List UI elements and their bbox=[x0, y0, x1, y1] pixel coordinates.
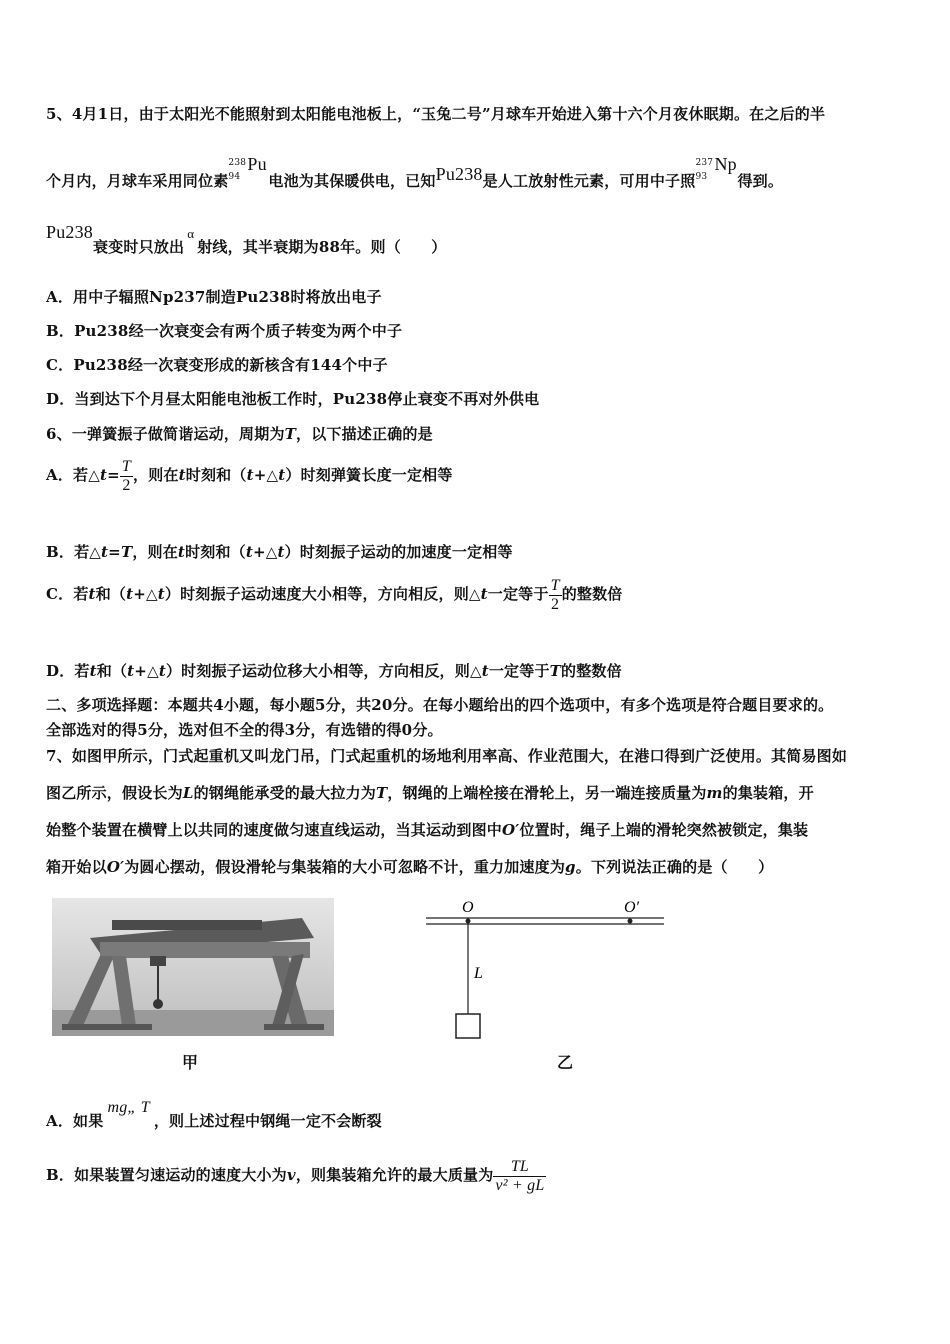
q5-option-a: A．用中子辐照Np237制造Pu238时将放出电子 bbox=[46, 288, 382, 306]
caption-yi: 乙 bbox=[557, 1053, 574, 1072]
q6-option-d: D．若t和（t+△t）时刻振子运动位移大小相等，方向相反，则△t一定等于T的整数倍 bbox=[46, 662, 622, 680]
q7-option-b: B．如果装置匀速运动的速度大小为v，则集装箱允许的最大质量为 $\frac{TL}{\text{v² + gL}}$ bbox=[46, 1158, 545, 1194]
q6-option-a: A．若△t= $\frac{T}{2}$ ，则在t时刻和（t+△t）时刻弹簧长度一定相等 bbox=[46, 458, 453, 494]
pu-isotope: 238 94 Pu bbox=[228, 154, 267, 182]
q6-stem: 6、一弹簧振子做简谐运动，周期为T，以下描述正确的是 bbox=[46, 425, 433, 443]
q5-line2: 个月内，月球车采用同位素 238 94 Pu 电池为其保暖供电，已知Pu238是人工放射性元素，可用中子照 237 93 Np 得到。 bbox=[46, 154, 784, 190]
label-l: L bbox=[474, 965, 483, 982]
q5-option-b: B．Pu238经一次衰变会有两个质子转变为两个中子 bbox=[46, 322, 403, 340]
section2-line2: 全部选对的得5分，选对但不全的得3分，有选错的得0分。 bbox=[46, 721, 443, 739]
q5-option-d: D．当到达下个月昼太阳能电池板工作时，Pu238停止衰变不再对外供电 bbox=[46, 390, 540, 408]
gantry-crane-photo bbox=[52, 898, 334, 1036]
q7-line3: 始整个装置在横臂上以共同的速度做匀速直线运动，当其运动到图中O′位置时，绳子上端的滑轮突然被锁定，集装 bbox=[46, 821, 809, 839]
q7-line2: 图乙所示，假设长为L的钢绳能承受的最大拉力为T，钢绳的上端栓接在滑轮上，另一端连接质量为m的集装箱，开 bbox=[46, 784, 814, 802]
q5-line3: Pu238衰变时只放出α射线，其半衰期为88年。则（ ） bbox=[46, 222, 447, 256]
q6-option-b: B．若△t=T，则在t时刻和（t+△t）时刻振子运动的加速度一定相等 bbox=[46, 543, 513, 561]
label-o: O bbox=[462, 899, 474, 916]
np-isotope: 237 93 Np bbox=[695, 154, 737, 182]
q6-option-c: C．若t和（t+△t）时刻振子运动速度大小相等，方向相反，则△t一定等于 $\frac{T}{2}$ 的整数倍 bbox=[46, 577, 623, 613]
q7-option-a: A．如果mg„ T，则上述过程中钢绳一定不会断裂 bbox=[46, 1099, 382, 1130]
pulley-o-prime bbox=[628, 919, 633, 924]
caption-jia: 甲 bbox=[182, 1053, 199, 1072]
q5-line1: 5、4月1日，由于太阳光不能照射到太阳能电池板上，“玉兔二号”月球车开始进入第十六个月夜休眠期。在之后的半 bbox=[46, 105, 826, 123]
label-o-prime: O′ bbox=[624, 899, 640, 916]
q5-option-c: C．Pu238经一次衰变形成的新核含有144个中子 bbox=[46, 356, 388, 374]
pendulum-diagram bbox=[420, 890, 680, 1070]
q7-line1: 7、如图甲所示，门式起重机又叫龙门吊，门式起重机的场地利用率高、作业范围大，在港口得到广泛使用。其简易图如 bbox=[46, 747, 848, 765]
fraction-max-mass: $\frac{TL}{\text{v² + gL}}$ bbox=[495, 1158, 545, 1194]
q7-line4: 箱开始以O′为圆心摆动，假设滑轮与集装箱的大小可忽略不计，重力加速度为g。下列说法正确的是（ ） bbox=[46, 858, 774, 876]
fraction-t-over-2: $\frac{T}{2}$ bbox=[121, 458, 132, 494]
gantry-crane-icon bbox=[52, 898, 334, 1036]
container-box bbox=[456, 1014, 480, 1038]
fraction-t-over-2: $\frac{T}{2}$ bbox=[550, 577, 560, 613]
section2-line1: 二、多项选择题：本题共4小题，每小题5分，共20分。在每小题给出的四个选项中，有多个选项是符合题目要求的。 bbox=[46, 696, 834, 714]
